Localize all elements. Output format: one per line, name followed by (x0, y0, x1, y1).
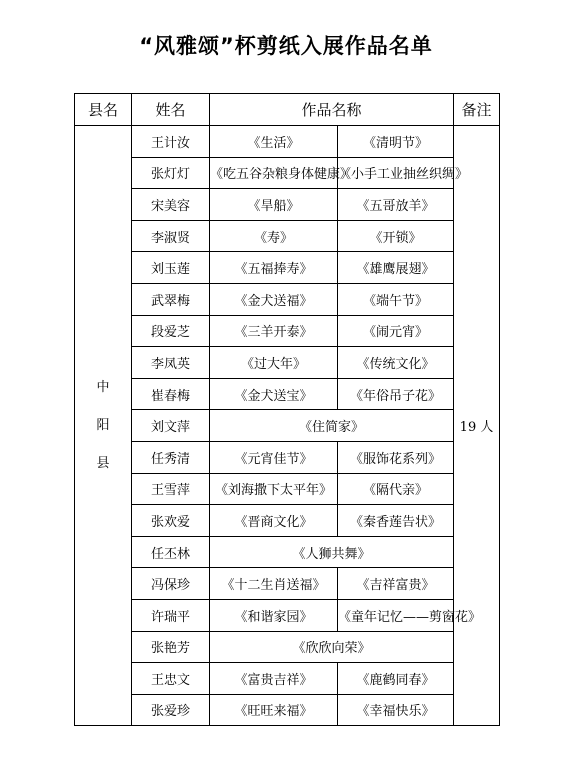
table-row (75, 378, 500, 410)
work-cell: 《欣欣向荣》 (210, 631, 454, 663)
name-cell: 冯保珍 (132, 568, 210, 600)
name-cell: 刘文萍 (132, 410, 210, 442)
table-row (75, 663, 500, 695)
table-row (75, 252, 500, 284)
name-cell: 张灯灯 (132, 157, 210, 189)
work-cell: 《吃五谷杂粮身体健康》 (210, 157, 338, 189)
table-row (75, 536, 500, 568)
county-cell (75, 126, 132, 726)
work-cell: 《金犬送宝》 (210, 378, 338, 410)
county-char: 阳 (96, 417, 110, 433)
name-cell: 张爱珍 (132, 694, 210, 726)
name-cell: 任丕林 (132, 536, 210, 568)
work-cell: 《三羊开泰》 (210, 315, 338, 347)
table-row (75, 473, 500, 505)
work-cell: 《十二生肖送福》 (210, 568, 338, 600)
name-cell: 王雪萍 (132, 473, 210, 505)
name-cell: 王忠文 (132, 663, 210, 695)
name-cell: 崔春梅 (132, 378, 210, 410)
name-cell: 张欢爱 (132, 505, 210, 537)
work-cell: 《年俗吊子花》 (338, 378, 454, 410)
table-row (75, 599, 500, 631)
name-cell: 王计汝 (132, 126, 210, 158)
work-cell: 《晋商文化》 (210, 505, 338, 537)
work-cell: 《金犬送福》 (210, 283, 338, 315)
work-cell: 《闹元宵》 (338, 315, 454, 347)
county-char: 中 (96, 379, 110, 395)
work-cell: 《五福捧寿》 (210, 252, 338, 284)
page-title: “风雅颂”杯剪纸入展作品名单 (139, 34, 433, 58)
header-county: 县名 (75, 94, 132, 126)
table-row (75, 220, 500, 252)
work-cell: 《刘海撒下太平年》 (210, 473, 338, 505)
table-row (75, 157, 500, 189)
table-row (75, 441, 500, 473)
name-cell: 许瑞平 (132, 599, 210, 631)
name-cell: 张艳芳 (132, 631, 210, 663)
name-cell: 武翠梅 (132, 283, 210, 315)
work-cell: 《秦香莲告状》 (338, 505, 454, 537)
table-row (75, 505, 500, 537)
county-char: 县 (96, 455, 110, 471)
header-name: 姓名 (132, 94, 210, 126)
roster-body (75, 126, 500, 726)
table-row (75, 315, 500, 347)
name-cell: 李淑贤 (132, 220, 210, 252)
note-cell: 19 人 (454, 126, 500, 726)
work-cell: 《生活》 (210, 126, 338, 158)
work-cell: 《吉祥富贵》 (338, 568, 454, 600)
work-cell: 《服饰花系列》 (338, 441, 454, 473)
work-cell: 《清明节》 (338, 126, 454, 158)
name-cell: 任秀清 (132, 441, 210, 473)
work-cell: 《鹿鹤同春》 (338, 663, 454, 695)
work-cell: 《和谐家园》 (210, 599, 338, 631)
work-cell: 《端午节》 (338, 283, 454, 315)
work-cell: 《五哥放羊》 (338, 189, 454, 221)
table-row (75, 189, 500, 221)
work-cell: 《元宵佳节》 (210, 441, 338, 473)
work-cell: 《幸福快乐》 (338, 694, 454, 726)
work-cell: 《寿》 (210, 220, 338, 252)
header-works: 作品名称 (210, 94, 454, 126)
name-cell: 刘玉莲 (132, 252, 210, 284)
work-cell: 《童年记忆——剪窗花》 (338, 599, 454, 631)
table-row (75, 410, 500, 442)
name-cell: 段爱芝 (132, 315, 210, 347)
work-cell: 《旺旺来福》 (210, 694, 338, 726)
work-cell: 《开锁》 (338, 220, 454, 252)
work-cell: 《小手工业抽丝织绸》 (338, 157, 454, 189)
table-row (75, 631, 500, 663)
work-cell: 《旱船》 (210, 189, 338, 221)
table-row (75, 283, 500, 315)
header-note: 备注 (454, 94, 500, 126)
work-cell: 《人狮共舞》 (210, 536, 454, 568)
name-cell: 李凤英 (132, 347, 210, 379)
work-cell: 《传统文化》 (338, 347, 454, 379)
work-cell: 《隔代亲》 (338, 473, 454, 505)
table-row (75, 568, 500, 600)
work-cell: 《过大年》 (210, 347, 338, 379)
name-cell: 宋美容 (132, 189, 210, 221)
header-row (75, 94, 500, 126)
roster-table (74, 93, 500, 726)
table-row (75, 126, 500, 158)
work-cell: 《富贵吉祥》 (210, 663, 338, 695)
work-cell: 《住简家》 (210, 410, 454, 442)
table-row (75, 347, 500, 379)
work-cell: 《雄鹰展翅》 (338, 252, 454, 284)
table-row (75, 694, 500, 726)
